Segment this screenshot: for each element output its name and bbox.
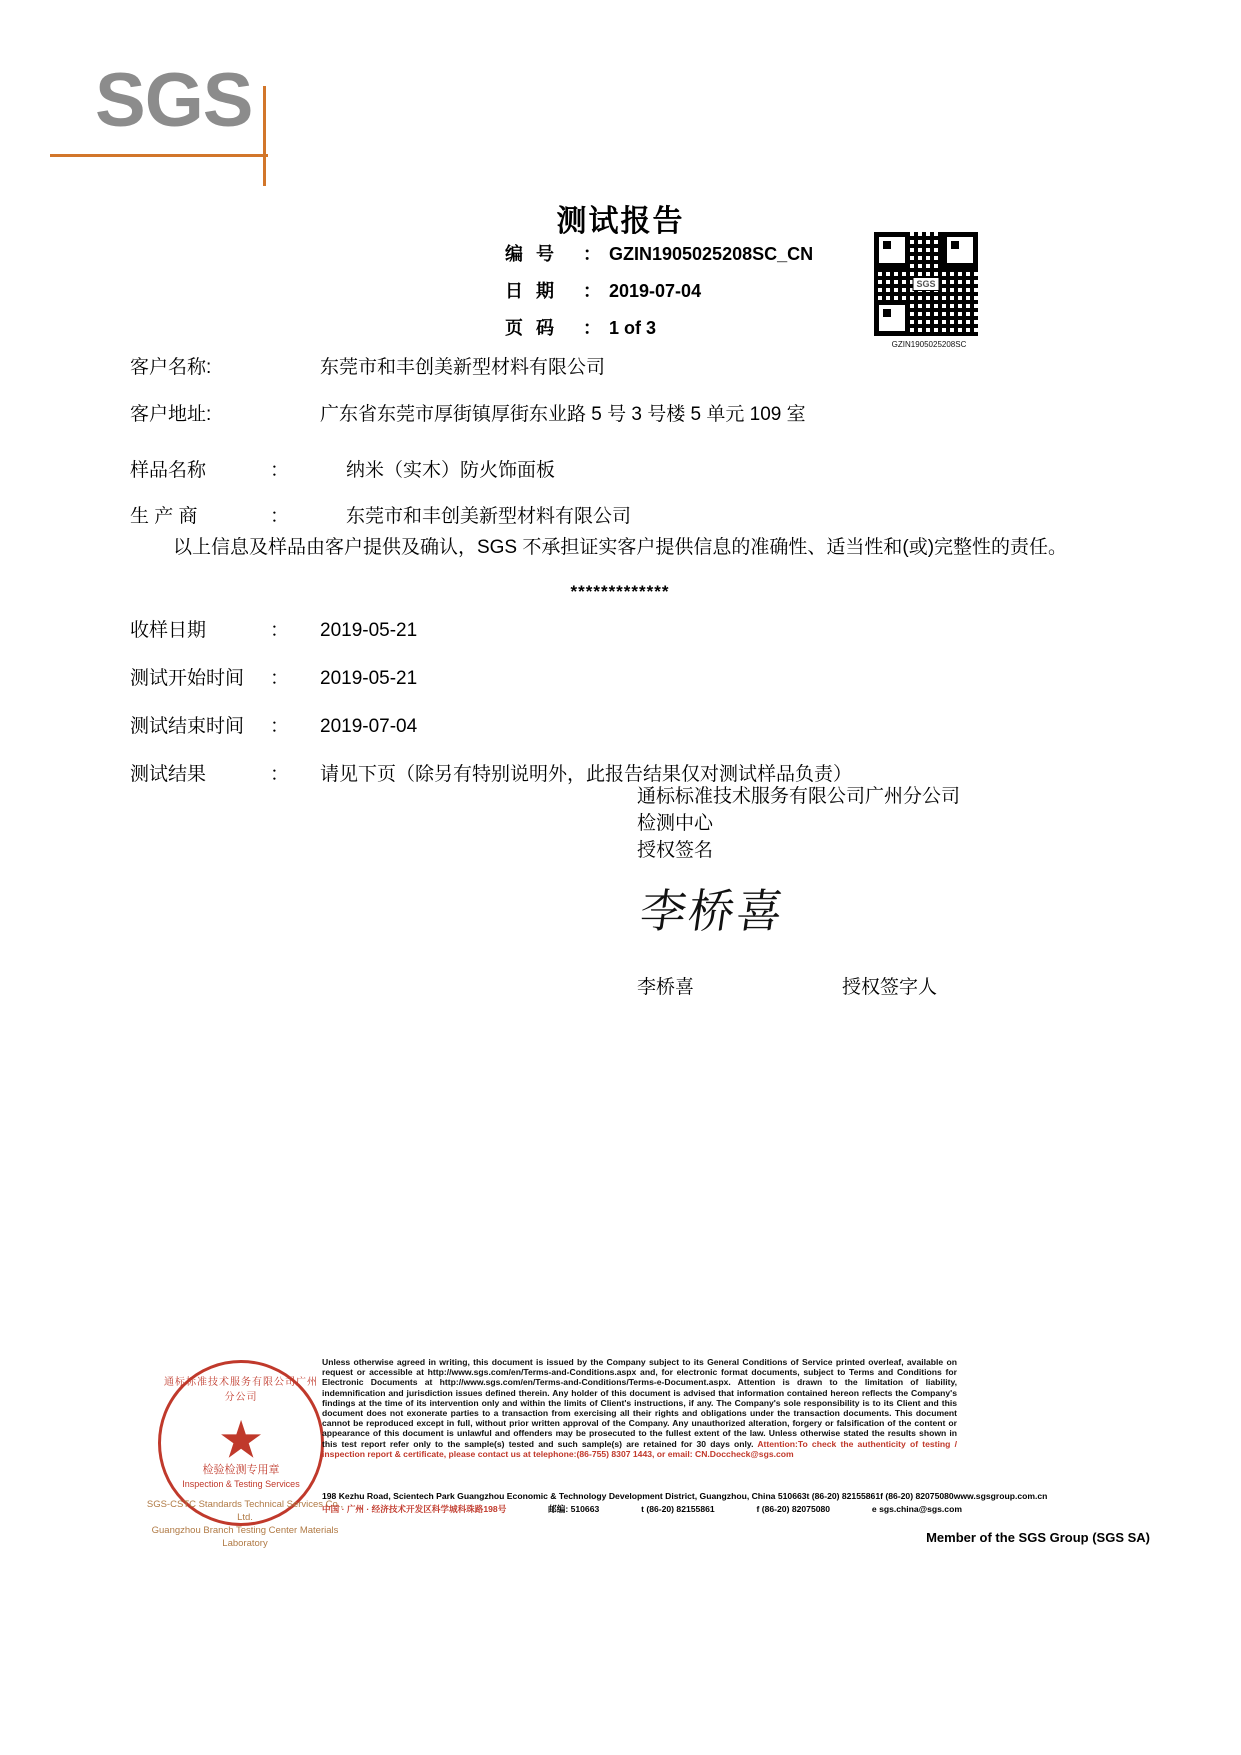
logo-rule-horizontal bbox=[50, 154, 268, 157]
signatory-role: 授权签字人 bbox=[842, 977, 938, 998]
sample-name-row bbox=[130, 455, 1110, 482]
report-date-value: 2019-07-04 bbox=[609, 281, 702, 301]
received-date-colon: ： bbox=[270, 620, 290, 641]
footer-address-cn-row bbox=[322, 1503, 962, 1516]
customer-address-row bbox=[130, 399, 1110, 426]
test-end-value: 2019-07-04 bbox=[320, 716, 418, 737]
test-result-value: 请见下页（除另有特别说明外，此报告结果仅对测试样品负责） bbox=[320, 764, 853, 785]
test-start-row bbox=[130, 663, 1110, 690]
customer-name-value: 东莞市和丰创美新型材料有限公司 bbox=[320, 357, 606, 378]
qr-badge-label: SGS bbox=[912, 277, 939, 291]
customer-name-row bbox=[130, 352, 1110, 379]
separator-stars: ************* bbox=[570, 582, 670, 601]
manufacturer-label: 生 产 商 bbox=[130, 506, 198, 527]
footer-phone-en: t (86-20) 82155861 bbox=[806, 1491, 881, 1501]
report-date-colon: ： bbox=[583, 281, 601, 301]
signatory-line bbox=[637, 972, 1037, 999]
sample-name-value: 纳米（实木）防火饰面板 bbox=[346, 460, 556, 481]
test-end-label: 测试结束时间 bbox=[130, 716, 245, 737]
sgs-logo-text: SGS bbox=[95, 58, 253, 143]
qr-finder-icon bbox=[942, 232, 978, 268]
test-end-colon: ： bbox=[270, 716, 290, 737]
received-date-value: 2019-05-21 bbox=[320, 620, 418, 641]
qr-caption: GZIN1905025208SC bbox=[891, 340, 967, 349]
member-note: Member of the SGS Group (SGS SA) bbox=[926, 1530, 1150, 1545]
report-number-value: GZIN1905025208SC_CN bbox=[609, 244, 814, 264]
seal-lab-line-2: Guangzhou Branch Testing Center Materials Laboratory bbox=[151, 1525, 339, 1549]
seal-bottom-text: Inspection & Testing Services bbox=[182, 1479, 300, 1489]
provided-info-disclaimer: 以上信息及样品由客户提供及确认，SGS 不承担证实客户提供信息的准确性、适当性和(或)完整性的责任。 bbox=[172, 537, 1068, 558]
footer-address-en: 198 Kezhu Road, Scientech Park Guangzhou Economic & Technology Development District, Guangzhou, China 510663 bbox=[322, 1491, 807, 1501]
sample-name-colon: ： bbox=[270, 460, 290, 481]
report-meta bbox=[505, 240, 813, 351]
test-start-label: 测试开始时间 bbox=[130, 668, 245, 689]
footer-fax-cn: f (86-20) 82075080 bbox=[756, 1504, 831, 1514]
test-result-row bbox=[130, 759, 1110, 786]
issuing-department: 检测中心 bbox=[637, 813, 714, 834]
qr-finder-icon bbox=[874, 232, 910, 268]
authorized-signature-label: 授权签名 bbox=[637, 840, 714, 861]
issuing-company: 通标标准技术服务有限公司广州分公司 bbox=[637, 786, 961, 807]
test-dates bbox=[130, 615, 1110, 807]
customer-address-value: 广东省东莞市厚街镇厚街东业路 5 号 3 号楼 5 单元 109 室 bbox=[320, 404, 806, 425]
handwritten-signature: 李桥喜 bbox=[636, 884, 789, 938]
report-page-label: 页 码 bbox=[505, 318, 559, 338]
seal-lab-line-1: SGS-CSTC Standards Technical Services Co., Ltd. bbox=[146, 1499, 344, 1523]
sgs-logo bbox=[95, 58, 285, 168]
received-date-label: 收样日期 bbox=[130, 620, 207, 641]
qr-code bbox=[874, 232, 978, 336]
page-title: 测试报告 bbox=[556, 205, 685, 238]
manufacturer-row bbox=[130, 501, 1110, 528]
manufacturer-colon: ： bbox=[270, 506, 290, 527]
report-meta-row bbox=[505, 240, 813, 266]
test-start-value: 2019-05-21 bbox=[320, 668, 418, 689]
sample-name-label: 样品名称 bbox=[130, 460, 207, 481]
report-page-value: 1 of 3 bbox=[609, 318, 657, 338]
footer-address-cn: 中国 · 广州 · 经济技术开发区科学城科珠路198号 bbox=[322, 1504, 507, 1514]
signatory-name: 李桥喜 bbox=[637, 977, 695, 998]
logo-rule-vertical bbox=[263, 86, 266, 186]
signature-block bbox=[637, 783, 960, 864]
star-icon: ★ bbox=[217, 1411, 265, 1470]
footer-fax-en: f (86-20) 82075080 bbox=[880, 1491, 954, 1501]
test-end-row bbox=[130, 711, 1110, 738]
seal-middle-text: 检验检测专用章 bbox=[202, 1464, 280, 1476]
legal-terms bbox=[322, 1357, 957, 1459]
manufacturer-value: 东莞市和丰创美新型材料有限公司 bbox=[346, 506, 632, 527]
test-result-colon: ： bbox=[270, 764, 290, 785]
footer-email[interactable]: e sgs.china@sgs.com bbox=[871, 1504, 962, 1514]
report-meta-row bbox=[505, 314, 813, 340]
customer-name-label: 客户名称: bbox=[130, 357, 212, 378]
customer-info bbox=[130, 352, 1110, 446]
report-page-colon: ： bbox=[583, 318, 601, 338]
customer-address-label: 客户地址: bbox=[130, 404, 212, 425]
legal-terms-text: Unless otherwise agreed in writing, this document is issued by the Company subject to its General Conditions of Service printed overleaf, available on request or accessible at http://www.sgs.com/en/Terms-and-Conditions.aspx and, for electronic format documents, subject to Terms and Conditions for Electronic Documents at http://www.sgs.com/en/Terms-and-Conditions/Terms-e-Document.aspx. Attention is drawn to the limitation of liability, indemnification and jurisdiction issues defined therein. Any holder of this document is advised that information contained hereon reflects the Company's findings at the time of its intervention only and within the limits of Client's instructions, if any. The Company's sole responsibility is to its Client and this document does not exonerate parties to a transaction from exercising all their rights and obligations under the transaction documents. This document cannot be reproduced except in full, without prior written approval of the Company. Any unauthorized alteration, forgery or falsification of the content or appearance of this document is unlawful and offenders may be prosecuted to the fullest extent of the law. Unless otherwise stated the results shown in this test report refer only to the sample(s) tested and such sample(s) are retained for 30 days only. bbox=[322, 1357, 957, 1449]
footer-postcode-cn: 邮编: 510663 bbox=[548, 1504, 600, 1514]
test-start-colon: ： bbox=[270, 668, 290, 689]
received-date-row bbox=[130, 615, 1110, 642]
report-meta-row bbox=[505, 277, 813, 303]
footer-address bbox=[322, 1490, 1048, 1516]
test-result-label: 测试结果 bbox=[130, 764, 207, 785]
report-date-label: 日 期 bbox=[505, 281, 559, 301]
footer-address-en-row bbox=[322, 1490, 1048, 1503]
authenticity-notice: Attention:To check the authenticity of testing / inspection report & certificate, please contact us at telephone:(86-755) 8307 1443, or email: CN.Doccheck@sgs.com bbox=[322, 1438, 957, 1459]
footer-website[interactable]: www.sgsgroup.com.cn bbox=[953, 1491, 1048, 1501]
seal-top-text: 通标标准技术服务有限公司广州分公司 bbox=[164, 1377, 318, 1403]
report-number-colon: ： bbox=[583, 244, 601, 264]
report-number-label: 编 号 bbox=[505, 244, 559, 264]
qr-finder-icon bbox=[874, 300, 910, 336]
footer-phone-cn: t (86-20) 82155861 bbox=[641, 1504, 715, 1514]
